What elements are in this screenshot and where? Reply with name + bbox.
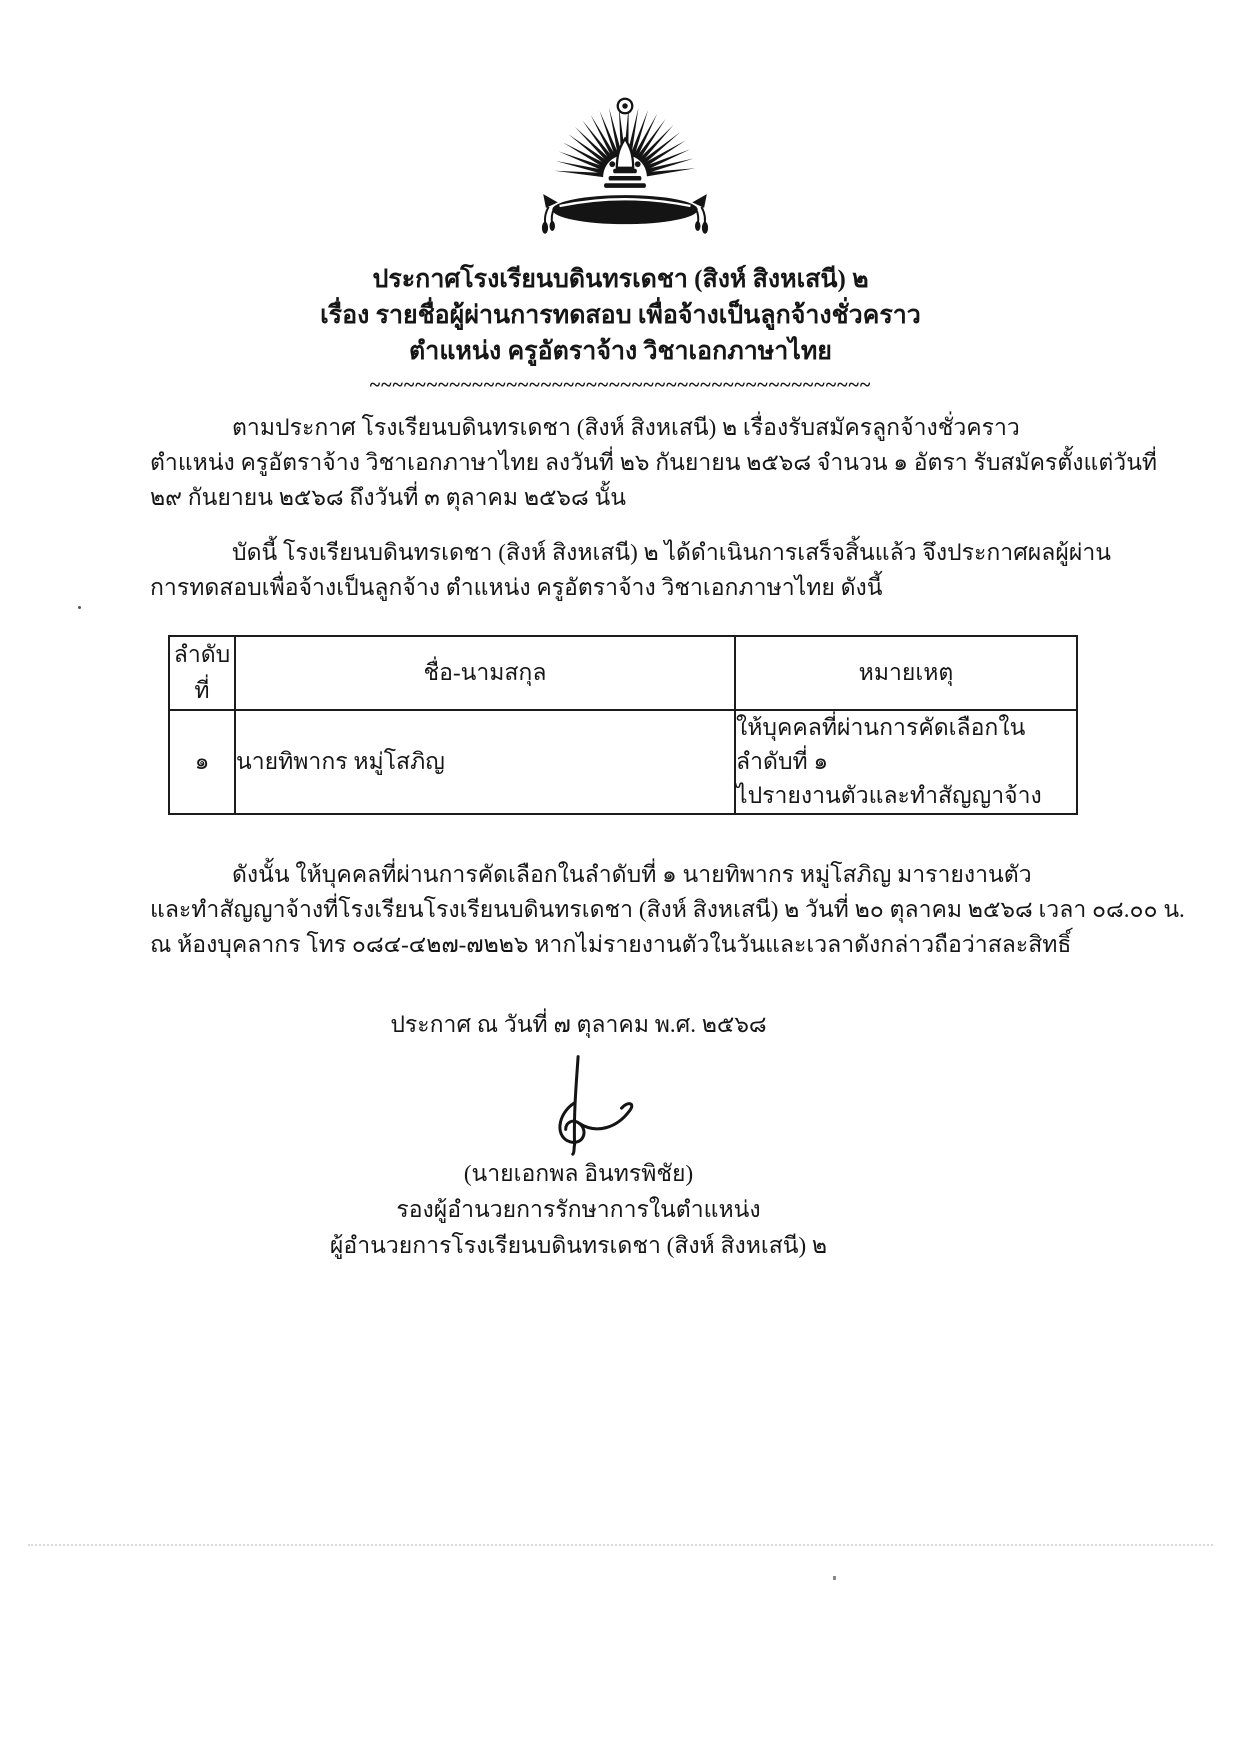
announcement-title-block [0, 262, 1241, 370]
paragraph-recruitment-reference [150, 410, 1158, 515]
title-line-2: เรื่อง รายชื่อผู้ผ่านการทดสอบ เพื่อจ้างเป็นลูกจ้างชั่วคราว [320, 302, 921, 329]
signature-block [0, 1008, 1199, 1264]
scan-artifact-line [28, 1544, 1213, 1546]
title-line-1: ประกาศโรงเรียนบดินทรเดชา (สิงห์ สิงหเสนี) ๒ [372, 266, 869, 293]
cell-name: นายทิพากร หมู่โสภิญ [235, 710, 735, 814]
para1-line2: ตำแหน่ง ครูอัตราจ้าง วิชาเอกภาษาไทย ลงวันที่ ๒๖ กันยายน ๒๕๖๘ จำนวน ๑ อัตรา รับสมัครตั้งแต่วันที่ [150, 450, 1158, 475]
header-order: ลำดับที่ [169, 636, 235, 710]
result-table [168, 635, 1078, 815]
school-emblem-icon [519, 86, 731, 236]
school-emblem [0, 86, 1241, 236]
header-remark: หมายเหตุ [735, 636, 1077, 710]
para2-line2: การทดสอบเพื่อจ้างเป็นลูกจ้าง ตำแหน่ง ครูอัตราจ้าง วิชาเอกภาษาไทย ดังนี้ [150, 575, 883, 600]
para3-line3: ณ ห้องบุคลากร โทร ๐๘๔-๔๒๗-๗๒๒๖ หากไม่รายงานตัวในวันและเวลาดังกล่าวถือว่าสละสิทธิ์ [150, 932, 1072, 957]
para3-line1: ดังนั้น ให้บุคคลที่ผ่านการคัดเลือกในลำดับที่ ๑ นายทิพากร หมู่โสภิญ มารายงานตัว [232, 862, 1032, 887]
table-header-row [169, 636, 1077, 710]
signer-title-1: รองผู้อำนวยการรักษาการในตำแหน่ง [396, 1197, 761, 1222]
separator-squiggle: ~~~~~~~~~~~~~~~~~~~~~~~~~~~~~~~~~~~~~~~~~~~~ [369, 374, 872, 396]
paragraph-result-intro [150, 535, 1121, 605]
table-row [169, 710, 1077, 814]
scan-artifact-dot [78, 606, 81, 609]
announcement-date: ประกาศ ณ วันที่ ๗ ตุลาคม พ.ศ. ๒๕๖๘ [390, 1012, 767, 1037]
handwritten-signature [0, 1054, 1199, 1156]
scan-artifact-speck [833, 1576, 836, 1580]
cell-remark [735, 710, 1077, 814]
cell-order: ๑ [169, 710, 235, 814]
signer-name: (นายเอกพล อินทรพิชัย) [463, 1161, 694, 1186]
cell-remark-line2: ไปรายงานตัวและทำสัญญาจ้าง [736, 783, 1042, 808]
paragraph-report-instruction [150, 857, 1185, 962]
signature-icon [504, 1054, 654, 1156]
title-line-3: ตำแหน่ง ครูอัตราจ้าง วิชาเอกภาษาไทย [409, 338, 832, 365]
para1-line1: ตามประกาศ โรงเรียนบดินทรเดชา (สิงห์ สิงหเสนี) ๒ เรื่องรับสมัครลูกจ้างชั่วคราว [232, 415, 1020, 440]
para2-line1: บัดนี้ โรงเรียนบดินทรเดชา (สิงห์ สิงหเสนี) ๒ ได้ดำเนินการเสร็จสิ้นแล้ว จึงประกาศผลผู้ผ่าน [232, 540, 1111, 565]
para3-line2: และทำสัญญาจ้างที่โรงเรียนโรงเรียนบดินทรเดชา (สิงห์ สิงหเสนี) ๒ วันที่ ๒๐ ตุลาคม ๒๕๖๘ เวลา ๐๘.๐๐ น. [150, 897, 1185, 922]
signer-title-2: ผู้อำนวยการโรงเรียนบดินทรเดชา (สิงห์ สิงหเสนี) ๒ [329, 1233, 828, 1258]
header-name: ชื่อ-นามสกุล [235, 636, 735, 710]
cell-remark-line1: ให้บุคคลที่ผ่านการคัดเลือกในลำดับที่ ๑ [736, 715, 1026, 774]
para1-line3: ๒๙ กันยายน ๒๕๖๘ ถึงวันที่ ๓ ตุลาคม ๒๕๖๘ นั้น [150, 485, 626, 510]
